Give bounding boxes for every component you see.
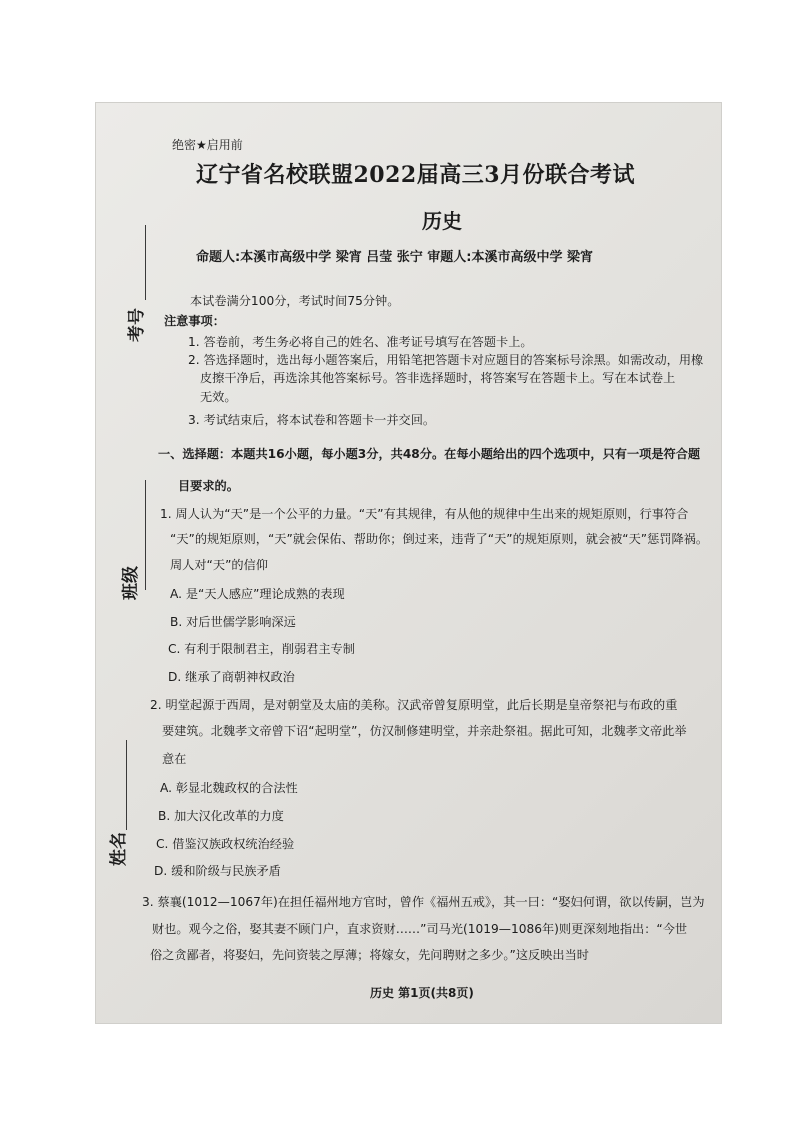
notice-item-3: 3. 考试结束后，将本试卷和答题卡一并交回。 [188, 413, 436, 427]
q3-stem-line-1: 3. 蔡襄(1012—1067年)在担任福州地方官时，曾作《福州五戒》，其一曰：“娶妇何谓，欲以传嗣，岂为 [142, 895, 705, 909]
q1-option-a: A. 是“天人感应”理论成熟的表现 [170, 587, 345, 601]
q2-stem-line-1: 2. 明堂起源于西周，是对朝堂及太庙的美称。汉武帝曾复原明堂，此后长期是皇帝祭祀与布政的重 [150, 698, 678, 712]
subject-title: 历史 [422, 209, 462, 233]
q1-stem-line-2: “天”的规矩原则，“天”就会保佑、帮助你；倒过来，违背了“天”的规矩原则，就会被“天”惩罚降祸。 [170, 532, 709, 546]
class-line [145, 480, 146, 590]
q2-option-a: A. 彰显北魏政权的合法性 [160, 781, 298, 795]
notice-item-2-line-3: 无效。 [200, 390, 237, 404]
authors-line: 命题人:本溪市高级中学 梁宵 吕莹 张宁 审题人:本溪市高级中学 梁宵 [196, 250, 594, 265]
name-label: 姓名 [109, 832, 129, 866]
exam-title: 辽宁省名校联盟2022届高三3月份联合考试 [196, 162, 636, 188]
q1-stem-line-3: 周人对“天”的信仰 [170, 558, 268, 572]
notice-item-2-line-2: 皮擦干净后，再选涂其他答案标号。答非选择题时，将答案写在答题卡上。写在本试卷上 [200, 371, 676, 385]
section-heading-line-1: 一、选择题：本题共16小题，每小题3分，共48分。在每小题给出的四个选项中，只有一项是符合题 [158, 447, 701, 461]
notice-item-2-line-1: 2. 答选择题时，选出每小题答案后，用铅笔把答题卡对应题目的答案标号涂黑。如需改动，用橡 [188, 353, 704, 367]
exam-no-line [145, 225, 146, 300]
q1-stem-line-1: 1. 周人认为“天”是一个公平的力量。“天”有其规律，有从他的规律中生出来的规矩原则，行事符合 [160, 507, 689, 521]
q3-stem-line-3: 俗之贪鄙者，将娶妇，先问资装之厚薄；将嫁女，先问聘财之多少。”这反映出当时 [150, 948, 589, 962]
class-label: 班级 [121, 566, 141, 600]
q1-option-d: D. 继承了商朝神权政治 [168, 670, 295, 684]
q2-option-d: D. 缓和阶级与民族矛盾 [154, 864, 281, 878]
q3-stem-line-2: 财也。观今之俗，娶其妻不顾门户，直求资财……”司马光(1019—1086年)则更深刻地指出：“今世 [152, 922, 688, 936]
secret-label: 绝密★启用前 [172, 138, 243, 152]
q2-stem-line-2: 要建筑。北魏孝文帝曾下诏“起明堂”，仿汉制修建明堂，并亲赴祭祖。据此可知，北魏孝文帝此举 [162, 724, 687, 738]
name-line [126, 740, 127, 830]
notice-heading: 注意事项： [164, 314, 225, 328]
page-footer: 历史 第1页(共8页) [370, 986, 474, 1000]
q2-option-b: B. 加大汉化改革的力度 [158, 809, 284, 823]
exam-no-label: 考号 [127, 308, 147, 342]
q1-option-b: B. 对后世儒学影响深远 [170, 615, 296, 629]
section-heading-line-2: 目要求的。 [178, 479, 239, 493]
q1-option-c: C. 有利于限制君主，削弱君主专制 [168, 642, 355, 656]
notice-intro: 本试卷满分100分，考试时间75分钟。 [190, 294, 400, 308]
q2-option-c: C. 借鉴汉族政权统治经验 [156, 837, 295, 851]
notice-item-1: 1. 答卷前，考生务必将自己的姓名、准考证号填写在答题卡上。 [188, 335, 533, 349]
q2-stem-line-3: 意在 [162, 752, 187, 766]
